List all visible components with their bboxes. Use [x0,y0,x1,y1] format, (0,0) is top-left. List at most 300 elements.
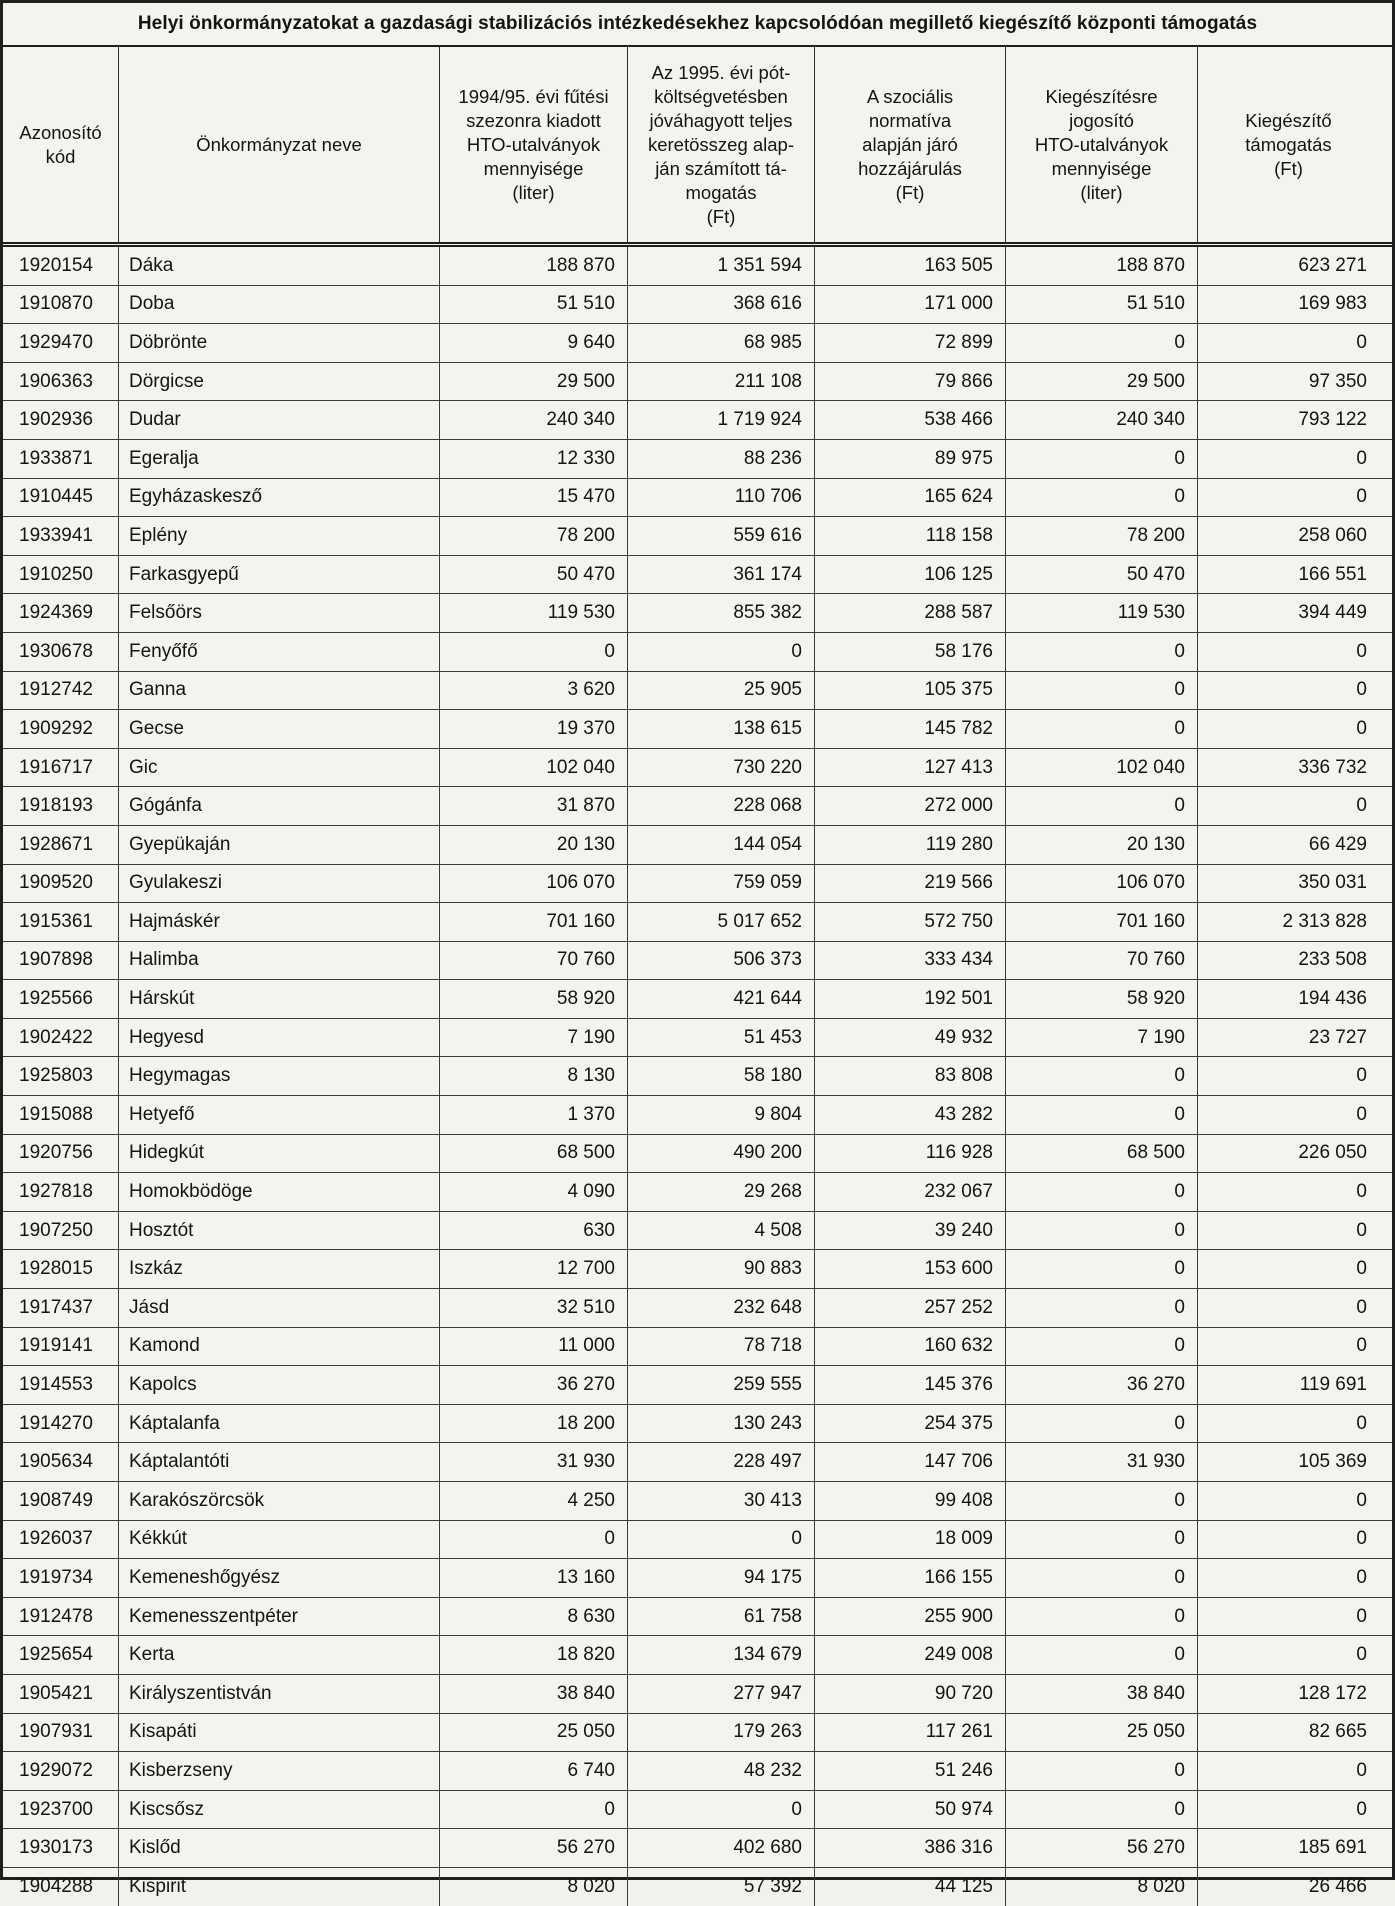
cell-issued-hto-vouchers: 3 620 [440,672,628,710]
cell-eligible-hto-vouchers: 68 500 [1006,1135,1198,1173]
cell-supplementary-support: 0 [1356,679,1367,701]
cell-supplementary-support: 0 [1356,447,1367,469]
cell-budget-based-support: 5 017 652 [628,903,815,941]
table-row [3,1868,1392,1906]
cell-eligible-hto-vouchers: 0 [1006,710,1198,748]
cell-id-code: 1912742 [3,672,119,710]
cell-municipality-name: Gyulakeszi [119,865,440,903]
cell-id-code: 1905634 [3,1443,119,1481]
cell-supplementary-support: 119 691 [1299,1374,1367,1396]
cell-id-code: 1914270 [3,1405,119,1443]
cell-supplementary-support: 0 [1356,486,1367,508]
cell-issued-hto-vouchers: 20 130 [440,826,628,864]
header-supplementary-support: Kiegészítő támogatás (Ft) [1245,109,1332,179]
cell-social-normative-contribution: 572 750 [815,903,1006,941]
cell-social-normative-contribution: 58 176 [815,633,1006,671]
table-row [3,710,1392,749]
cell-supplementary-support: 166 551 [1298,563,1367,585]
cell-budget-based-support: 421 644 [628,980,815,1018]
cell-municipality-name: Kisberzseny [119,1752,440,1790]
cell-eligible-hto-vouchers: 29 500 [1006,363,1198,401]
cell-issued-hto-vouchers: 188 870 [440,247,628,285]
cell-supplementary-support: 194 436 [1298,988,1367,1010]
cell-issued-hto-vouchers: 0 [440,1791,628,1829]
table-row [3,672,1392,711]
cell-issued-hto-vouchers: 56 270 [440,1829,628,1867]
cell-id-code: 1910445 [3,479,119,517]
cell-social-normative-contribution: 49 932 [815,1019,1006,1057]
cell-eligible-hto-vouchers: 56 270 [1006,1829,1198,1867]
cell-id-code: 1907250 [3,1212,119,1250]
table-row [3,1714,1392,1753]
cell-municipality-name: Felsőörs [119,594,440,632]
cell-supplementary-support: 0 [1356,1605,1367,1627]
cell-eligible-hto-vouchers: 31 930 [1006,1443,1198,1481]
cell-eligible-hto-vouchers: 106 070 [1006,865,1198,903]
table-row [3,1135,1392,1174]
table-row [3,517,1392,556]
cell-municipality-name: Kiscsősz [119,1791,440,1829]
cell-municipality-name: Jásd [119,1289,440,1327]
cell-issued-hto-vouchers: 15 470 [440,479,628,517]
cell-supplementary-support: 0 [1356,1489,1367,1511]
cell-budget-based-support: 559 616 [628,517,815,555]
cell-issued-hto-vouchers: 29 500 [440,363,628,401]
cell-id-code: 1908749 [3,1482,119,1520]
cell-supplementary-support: 23 727 [1308,1026,1367,1048]
cell-supplementary-support: 0 [1356,1065,1367,1087]
table-row [3,594,1392,633]
cell-budget-based-support: 259 555 [628,1366,815,1404]
cell-id-code: 1910870 [3,286,119,324]
cell-budget-based-support: 144 054 [628,826,815,864]
cell-social-normative-contribution: 166 155 [815,1559,1006,1597]
cell-supplementary-support: 105 369 [1298,1451,1367,1473]
table-row [3,1598,1392,1637]
cell-eligible-hto-vouchers: 0 [1006,1482,1198,1520]
cell-issued-hto-vouchers: 51 510 [440,286,628,324]
cell-social-normative-contribution: 117 261 [815,1714,1006,1752]
cell-municipality-name: Homokbödöge [119,1173,440,1211]
table-row [3,363,1392,402]
cell-eligible-hto-vouchers: 0 [1006,440,1198,478]
cell-issued-hto-vouchers: 18 820 [440,1636,628,1674]
cell-budget-based-support: 506 373 [628,942,815,980]
cell-social-normative-contribution: 90 720 [815,1675,1006,1713]
cell-supplementary-support: 0 [1356,1258,1367,1280]
table-row [3,1443,1392,1482]
cell-id-code: 1915361 [3,903,119,941]
cell-budget-based-support: 30 413 [628,1482,815,1520]
cell-budget-based-support: 179 263 [628,1714,815,1752]
cell-id-code: 1919141 [3,1328,119,1366]
cell-social-normative-contribution: 18 009 [815,1521,1006,1559]
cell-budget-based-support: 61 758 [628,1598,815,1636]
cell-municipality-name: Kispirit [119,1868,440,1906]
cell-supplementary-support: 793 122 [1298,409,1367,431]
cell-eligible-hto-vouchers: 0 [1006,1752,1198,1790]
cell-budget-based-support: 88 236 [628,440,815,478]
cell-budget-based-support: 57 392 [628,1868,815,1906]
cell-municipality-name: Kerta [119,1636,440,1674]
cell-issued-hto-vouchers: 240 340 [440,401,628,439]
cell-municipality-name: Hegymagas [119,1057,440,1095]
cell-supplementary-support: 0 [1356,1644,1367,1666]
cell-supplementary-support: 128 172 [1298,1682,1367,1704]
cell-budget-based-support: 1 351 594 [628,247,815,285]
cell-supplementary-support: 0 [1356,1759,1367,1781]
cell-municipality-name: Gyepükaján [119,826,440,864]
table-row [3,1250,1392,1289]
cell-municipality-name: Gógánfa [119,787,440,825]
cell-issued-hto-vouchers: 32 510 [440,1289,628,1327]
cell-issued-hto-vouchers: 38 840 [440,1675,628,1713]
cell-social-normative-contribution: 145 376 [815,1366,1006,1404]
cell-municipality-name: Kamond [119,1328,440,1366]
cell-budget-based-support: 0 [628,633,815,671]
cell-budget-based-support: 368 616 [628,286,815,324]
cell-budget-based-support: 58 180 [628,1057,815,1095]
cell-supplementary-support: 0 [1356,1219,1367,1241]
cell-issued-hto-vouchers: 68 500 [440,1135,628,1173]
cell-eligible-hto-vouchers: 25 050 [1006,1714,1198,1752]
cell-municipality-name: Döbrönte [119,324,440,362]
cell-id-code: 1912478 [3,1598,119,1636]
cell-municipality-name: Hidegkút [119,1135,440,1173]
cell-eligible-hto-vouchers: 36 270 [1006,1366,1198,1404]
cell-eligible-hto-vouchers: 7 190 [1006,1019,1198,1057]
cell-social-normative-contribution: 119 280 [815,826,1006,864]
cell-supplementary-support: 0 [1356,331,1367,353]
cell-social-normative-contribution: 72 899 [815,324,1006,362]
cell-budget-based-support: 402 680 [628,1829,815,1867]
cell-social-normative-contribution: 153 600 [815,1250,1006,1288]
cell-budget-based-support: 9 804 [628,1096,815,1134]
cell-issued-hto-vouchers: 31 870 [440,787,628,825]
cell-social-normative-contribution: 257 252 [815,1289,1006,1327]
cell-social-normative-contribution: 254 375 [815,1405,1006,1443]
document-title: Helyi önkormányzatokat a gazdasági stabilizációs intézkedésekhez kapcsolódóan megillető kiegészítő központi támogatás [3,3,1392,47]
cell-municipality-name: Hárskút [119,980,440,1018]
cell-social-normative-contribution: 79 866 [815,363,1006,401]
table-row [3,479,1392,518]
cell-eligible-hto-vouchers: 701 160 [1006,903,1198,941]
cell-eligible-hto-vouchers: 0 [1006,1096,1198,1134]
cell-social-normative-contribution: 386 316 [815,1829,1006,1867]
cell-id-code: 1907898 [3,942,119,980]
cell-social-normative-contribution: 288 587 [815,594,1006,632]
table-row [3,1752,1392,1791]
header-social-normative-contribution: A szociális normatíva alapján járó hozzájárulás (Ft) [815,47,1006,242]
cell-supplementary-support: 169 983 [1298,293,1367,315]
table-row [3,1405,1392,1444]
cell-eligible-hto-vouchers: 0 [1006,1328,1198,1366]
cell-social-normative-contribution: 116 928 [815,1135,1006,1173]
cell-eligible-hto-vouchers: 20 130 [1006,826,1198,864]
cell-budget-based-support: 759 059 [628,865,815,903]
table-row [3,1173,1392,1212]
cell-id-code: 1917437 [3,1289,119,1327]
cell-eligible-hto-vouchers: 0 [1006,1173,1198,1211]
cell-supplementary-support: 0 [1356,1798,1367,1820]
table-row [3,903,1392,942]
cell-supplementary-support: 26 466 [1308,1875,1367,1897]
cell-supplementary-support: 0 [1356,1528,1367,1550]
cell-issued-hto-vouchers: 12 330 [440,440,628,478]
cell-municipality-name: Dudar [119,401,440,439]
cell-issued-hto-vouchers: 8 630 [440,1598,628,1636]
table-row [3,787,1392,826]
cell-id-code: 1918193 [3,787,119,825]
cell-supplementary-support: 0 [1356,1335,1367,1357]
cell-id-code: 1927818 [3,1173,119,1211]
cell-id-code: 1909292 [3,710,119,748]
cell-budget-based-support: 90 883 [628,1250,815,1288]
cell-issued-hto-vouchers: 78 200 [440,517,628,555]
cell-id-code: 1933871 [3,440,119,478]
cell-issued-hto-vouchers: 18 200 [440,1405,628,1443]
cell-budget-based-support: 228 497 [628,1443,815,1481]
cell-social-normative-contribution: 171 000 [815,286,1006,324]
cell-municipality-name: Dörgicse [119,363,440,401]
cell-social-normative-contribution: 160 632 [815,1328,1006,1366]
table-row [3,1482,1392,1521]
cell-budget-based-support: 232 648 [628,1289,815,1327]
table-row [3,556,1392,595]
cell-issued-hto-vouchers: 0 [440,633,628,671]
cell-issued-hto-vouchers: 1 370 [440,1096,628,1134]
table-row [3,247,1392,286]
header-budget-based-support: Az 1995. évi pót- költségvetésben jóváhagyott teljes keretösszeg alap- ján számított tá- mogatás (Ft) [628,47,815,242]
header-id-code: Azonosító kód [3,47,119,242]
cell-id-code: 1902422 [3,1019,119,1057]
cell-id-code: 1919734 [3,1559,119,1597]
cell-issued-hto-vouchers: 25 050 [440,1714,628,1752]
table-row [3,1212,1392,1251]
table-row [3,826,1392,865]
cell-id-code: 1916717 [3,749,119,787]
cell-budget-based-support: 490 200 [628,1135,815,1173]
cell-eligible-hto-vouchers: 38 840 [1006,1675,1198,1713]
cell-id-code: 1930173 [3,1829,119,1867]
table-row [3,633,1392,672]
cell-eligible-hto-vouchers: 0 [1006,1212,1198,1250]
cell-supplementary-support: 82 665 [1308,1721,1367,1743]
cell-issued-hto-vouchers: 701 160 [440,903,628,941]
cell-eligible-hto-vouchers: 0 [1006,672,1198,710]
table-body [3,247,1392,1906]
cell-eligible-hto-vouchers: 0 [1006,1598,1198,1636]
cell-municipality-name: Hegyesd [119,1019,440,1057]
table-row [3,942,1392,981]
cell-id-code: 1910250 [3,556,119,594]
table-row [3,980,1392,1019]
cell-budget-based-support: 48 232 [628,1752,815,1790]
header-issued-hto-vouchers: 1994/95. évi fűtési szezonra kiadott HTO-utalványok mennyisége (liter) [440,47,628,242]
cell-issued-hto-vouchers: 9 640 [440,324,628,362]
cell-id-code: 1928671 [3,826,119,864]
cell-municipality-name: Gecse [119,710,440,748]
cell-municipality-name: Doba [119,286,440,324]
table-row [3,749,1392,788]
cell-supplementary-support: 350 031 [1298,872,1367,894]
cell-issued-hto-vouchers: 70 760 [440,942,628,980]
cell-municipality-name: Gic [119,749,440,787]
cell-id-code: 1925654 [3,1636,119,1674]
cell-social-normative-contribution: 272 000 [815,787,1006,825]
cell-budget-based-support: 855 382 [628,594,815,632]
cell-supplementary-support: 233 508 [1298,949,1367,971]
cell-social-normative-contribution: 44 125 [815,1868,1006,1906]
cell-eligible-hto-vouchers: 8 020 [1006,1868,1198,1906]
cell-id-code: 1915088 [3,1096,119,1134]
table-row [3,286,1392,325]
cell-id-code: 1905421 [3,1675,119,1713]
table-row [3,324,1392,363]
cell-id-code: 1914553 [3,1366,119,1404]
cell-social-normative-contribution: 83 808 [815,1057,1006,1095]
cell-social-normative-contribution: 89 975 [815,440,1006,478]
cell-social-normative-contribution: 127 413 [815,749,1006,787]
cell-id-code: 1928015 [3,1250,119,1288]
cell-issued-hto-vouchers: 19 370 [440,710,628,748]
cell-id-code: 1929072 [3,1752,119,1790]
cell-issued-hto-vouchers: 8 130 [440,1057,628,1095]
cell-eligible-hto-vouchers: 51 510 [1006,286,1198,324]
cell-supplementary-support: 0 [1356,1103,1367,1125]
cell-eligible-hto-vouchers: 119 530 [1006,594,1198,632]
cell-budget-based-support: 228 068 [628,787,815,825]
cell-social-normative-contribution: 43 282 [815,1096,1006,1134]
cell-supplementary-support: 97 350 [1308,370,1367,392]
cell-social-normative-contribution: 219 566 [815,865,1006,903]
cell-eligible-hto-vouchers: 0 [1006,633,1198,671]
cell-id-code: 1904288 [3,1868,119,1906]
cell-issued-hto-vouchers: 4 090 [440,1173,628,1211]
cell-social-normative-contribution: 39 240 [815,1212,1006,1250]
cell-budget-based-support: 134 679 [628,1636,815,1674]
cell-budget-based-support: 94 175 [628,1559,815,1597]
cell-budget-based-support: 0 [628,1521,815,1559]
cell-budget-based-support: 110 706 [628,479,815,517]
cell-social-normative-contribution: 105 375 [815,672,1006,710]
cell-id-code: 1920154 [3,247,119,285]
cell-id-code: 1906363 [3,363,119,401]
cell-supplementary-support: 0 [1356,795,1367,817]
cell-eligible-hto-vouchers: 0 [1006,1559,1198,1597]
cell-issued-hto-vouchers: 0 [440,1521,628,1559]
cell-municipality-name: Hosztót [119,1212,440,1250]
cell-eligible-hto-vouchers: 58 920 [1006,980,1198,1018]
cell-eligible-hto-vouchers: 102 040 [1006,749,1198,787]
cell-issued-hto-vouchers: 630 [440,1212,628,1250]
cell-eligible-hto-vouchers: 0 [1006,787,1198,825]
cell-municipality-name: Kékkút [119,1521,440,1559]
cell-budget-based-support: 4 508 [628,1212,815,1250]
cell-budget-based-support: 277 947 [628,1675,815,1713]
cell-eligible-hto-vouchers: 0 [1006,479,1198,517]
cell-municipality-name: Fenyőfő [119,633,440,671]
cell-eligible-hto-vouchers: 188 870 [1006,247,1198,285]
cell-issued-hto-vouchers: 31 930 [440,1443,628,1481]
cell-budget-based-support: 51 453 [628,1019,815,1057]
cell-supplementary-support: 0 [1356,1412,1367,1434]
cell-social-normative-contribution: 192 501 [815,980,1006,1018]
cell-municipality-name: Kemeneshőgyész [119,1559,440,1597]
cell-id-code: 1902936 [3,401,119,439]
cell-supplementary-support: 226 050 [1298,1142,1367,1164]
cell-issued-hto-vouchers: 6 740 [440,1752,628,1790]
cell-id-code: 1929470 [3,324,119,362]
table-row [3,440,1392,479]
table-row [3,1829,1392,1868]
cell-id-code: 1925566 [3,980,119,1018]
cell-municipality-name: Kislőd [119,1829,440,1867]
cell-supplementary-support: 2 313 828 [1282,910,1367,932]
cell-supplementary-support: 185 691 [1298,1837,1367,1859]
cell-social-normative-contribution: 163 505 [815,247,1006,285]
cell-municipality-name: Dáka [119,247,440,285]
table-row [3,1289,1392,1328]
cell-budget-based-support: 138 615 [628,710,815,748]
cell-supplementary-support: 623 271 [1298,254,1367,276]
cell-municipality-name: Kemenesszentpéter [119,1598,440,1636]
cell-issued-hto-vouchers: 13 160 [440,1559,628,1597]
cell-issued-hto-vouchers: 12 700 [440,1250,628,1288]
cell-municipality-name: Káptalantóti [119,1443,440,1481]
cell-social-normative-contribution: 106 125 [815,556,1006,594]
cell-issued-hto-vouchers: 7 190 [440,1019,628,1057]
cell-budget-based-support: 130 243 [628,1405,815,1443]
cell-supplementary-support: 66 429 [1308,833,1367,855]
table-row [3,1366,1392,1405]
header-eligible-hto-vouchers: Kiegészítésre jogosító HTO-utalványok mennyisége (liter) [1006,47,1198,242]
cell-issued-hto-vouchers: 8 020 [440,1868,628,1906]
table-row [3,865,1392,904]
cell-municipality-name: Hetyefő [119,1096,440,1134]
cell-issued-hto-vouchers: 119 530 [440,594,628,632]
cell-eligible-hto-vouchers: 0 [1006,1636,1198,1674]
cell-social-normative-contribution: 145 782 [815,710,1006,748]
cell-budget-based-support: 730 220 [628,749,815,787]
cell-municipality-name: Egyházaskesző [119,479,440,517]
table-row [3,1675,1392,1714]
cell-issued-hto-vouchers: 102 040 [440,749,628,787]
cell-eligible-hto-vouchers: 0 [1006,1521,1198,1559]
cell-social-normative-contribution: 147 706 [815,1443,1006,1481]
cell-id-code: 1926037 [3,1521,119,1559]
cell-issued-hto-vouchers: 36 270 [440,1366,628,1404]
cell-id-code: 1924369 [3,594,119,632]
table-row [3,1559,1392,1598]
cell-budget-based-support: 78 718 [628,1328,815,1366]
cell-supplementary-support: 258 060 [1298,524,1367,546]
table-row [3,1636,1392,1675]
cell-municipality-name: Halimba [119,942,440,980]
cell-issued-hto-vouchers: 106 070 [440,865,628,903]
cell-supplementary-support: 0 [1356,1566,1367,1588]
cell-eligible-hto-vouchers: 50 470 [1006,556,1198,594]
cell-municipality-name: Királyszentistván [119,1675,440,1713]
cell-social-normative-contribution: 232 067 [815,1173,1006,1211]
table-row [3,1019,1392,1058]
header-municipality-name: Önkormányzat neve [119,47,440,242]
table-row [3,1057,1392,1096]
table-row [3,1521,1392,1560]
cell-issued-hto-vouchers: 11 000 [440,1328,628,1366]
cell-municipality-name: Iszkáz [119,1250,440,1288]
cell-social-normative-contribution: 249 008 [815,1636,1006,1674]
